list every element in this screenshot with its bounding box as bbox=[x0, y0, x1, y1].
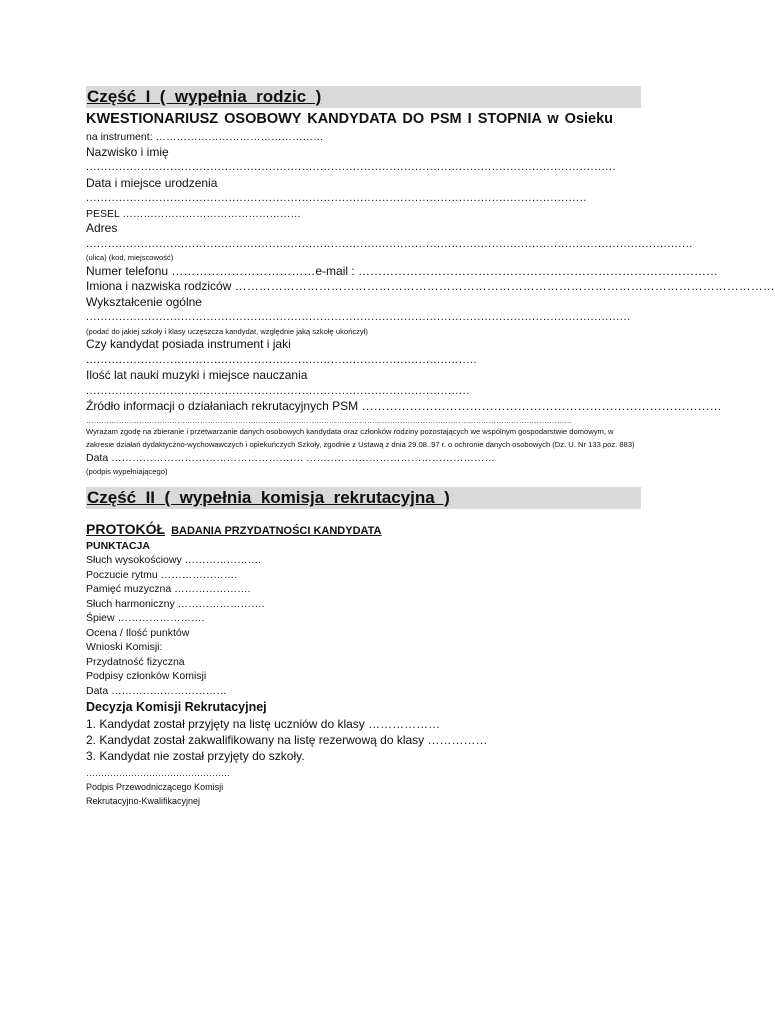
signature-hint: (podpis wypełniającego) bbox=[86, 466, 168, 476]
part1-heading: Część I ( wypełnia rodzic ) bbox=[86, 86, 641, 108]
birth-field[interactable]: ......................................................................................................................................... bbox=[86, 192, 587, 204]
source-field[interactable]: Źródło informacji o działaniach rekrutacyjnych PSM ……………………………………………………………………………… bbox=[86, 399, 722, 413]
form-page bbox=[86, 86, 775, 808]
score-item: Ocena / Ilość punktów bbox=[86, 626, 190, 639]
score-item[interactable]: Data …………………………… bbox=[86, 684, 227, 697]
protocol-subtitle: BADANIA PRZYDATNOŚCI KANDYDATA bbox=[171, 525, 382, 537]
address-hint: (ulica) (kod, miejscowość) bbox=[86, 253, 174, 262]
decision-heading: Decyzja Komisji Rekrutacyjnej bbox=[86, 700, 267, 714]
years-field[interactable]: ......................................................................................................... bbox=[86, 384, 470, 397]
name-label: Nazwisko i imię bbox=[86, 144, 169, 159]
consent-text: Wyrażam zgodę na zbieranie i przetwarzanie danych osobowych kandydata oraz członków rodziny pozostających we wspólnym gospodarstwie domowym, w zakresie działań dydaktyczno-wychowawczych i opiekuńczych Szkoły, zgodnie z Ustawą z dnia 29.08..97 r. o ochronie danych osobowych (Dz. U. Nr 133 poz. 883) bbox=[86, 427, 635, 449]
decision-option[interactable]: 3. Kandydat nie został przyjęty do szkoły. bbox=[86, 749, 305, 763]
score-item[interactable]: Pamięć muzyczna …………………. bbox=[86, 583, 251, 595]
score-item: Podpisy członków Komisji bbox=[86, 670, 207, 682]
name-field[interactable]: ................................................................................................................................................. bbox=[86, 161, 617, 173]
parents-field[interactable]: Imiona i nazwiska rodziców ……………………………………………………………………………………………………………………… bbox=[86, 279, 775, 293]
part2-heading: Część II ( wypełnia komisja rekrutacyjna ) bbox=[86, 487, 641, 509]
address-field[interactable]: ...................................................................................................................................................................... bbox=[86, 237, 693, 250]
source-dots[interactable]: ………………………………………………………………………………………………………………………………………………………………………… bbox=[86, 415, 572, 425]
birth-label: Data i miejsce urodzenia bbox=[86, 175, 218, 190]
questionnaire-title: KWESTIONARIUSZ OSOBOWY KANDYDATA DO PSM I STOPNIA w Osieku bbox=[86, 111, 614, 127]
decision-option[interactable]: 1. Kandydat został przyjęty na listę uczniów do klasy ……………… bbox=[86, 717, 441, 731]
score-item[interactable]: Słuch wysokościowy …………………. bbox=[86, 554, 262, 566]
score-item[interactable]: Śpiew ……………………. bbox=[86, 612, 205, 624]
years-label: Ilość lat nauki muzyki i miejsce nauczania bbox=[86, 368, 308, 382]
address-label: Adres bbox=[86, 221, 118, 235]
education-label: Wykształcenie ogólne bbox=[86, 294, 202, 309]
chair-signature-label-1: Podpis Przewodniczącego Komisji bbox=[86, 782, 224, 792]
protocol-heading bbox=[86, 519, 641, 539]
instrument-answer-field[interactable]: ........................................................................................................... bbox=[86, 353, 478, 366]
pesel-field[interactable]: PESEL …………………………………………… bbox=[86, 207, 301, 220]
scoring-heading: PUNKTACJA bbox=[86, 540, 150, 552]
phone-email-field[interactable]: Numer telefonu ………………………………e-mail : ……………………………………………………………………………… bbox=[86, 263, 719, 278]
score-item[interactable]: Poczucie rytmu …………………. bbox=[86, 568, 238, 581]
score-item: Przydatność fizyczna bbox=[86, 655, 185, 668]
protocol-title: PROTOKÓŁ bbox=[86, 521, 166, 537]
score-item: Wnioski Komisji: bbox=[86, 641, 163, 653]
score-item[interactable]: Słuch harmoniczny ……………………. bbox=[86, 597, 265, 610]
chair-signature-label-2: Rekrutacyjno-Kwalifikacyjnej bbox=[86, 796, 201, 806]
instrument-field[interactable]: na instrument: ………………………………………… bbox=[86, 131, 324, 143]
education-field[interactable]: ..................................................................................................................................................... bbox=[86, 311, 631, 323]
education-hint: (podać do jakiej szkoły i klasy uczęszcza kandydat, względnie jaką szkołę ukończył) bbox=[86, 326, 368, 336]
chair-signature-line[interactable]: ………………………………………… bbox=[86, 768, 230, 778]
instrument-question: Czy kandydat posiada instrument i jaki bbox=[86, 337, 291, 351]
decision-option[interactable]: 2. Kandydat został zakwalifikowany na listę rezerwową do klasy …………… bbox=[86, 733, 488, 747]
date-signature-field[interactable]: Data ………………………………………………. ……………………………………………… bbox=[86, 452, 495, 464]
